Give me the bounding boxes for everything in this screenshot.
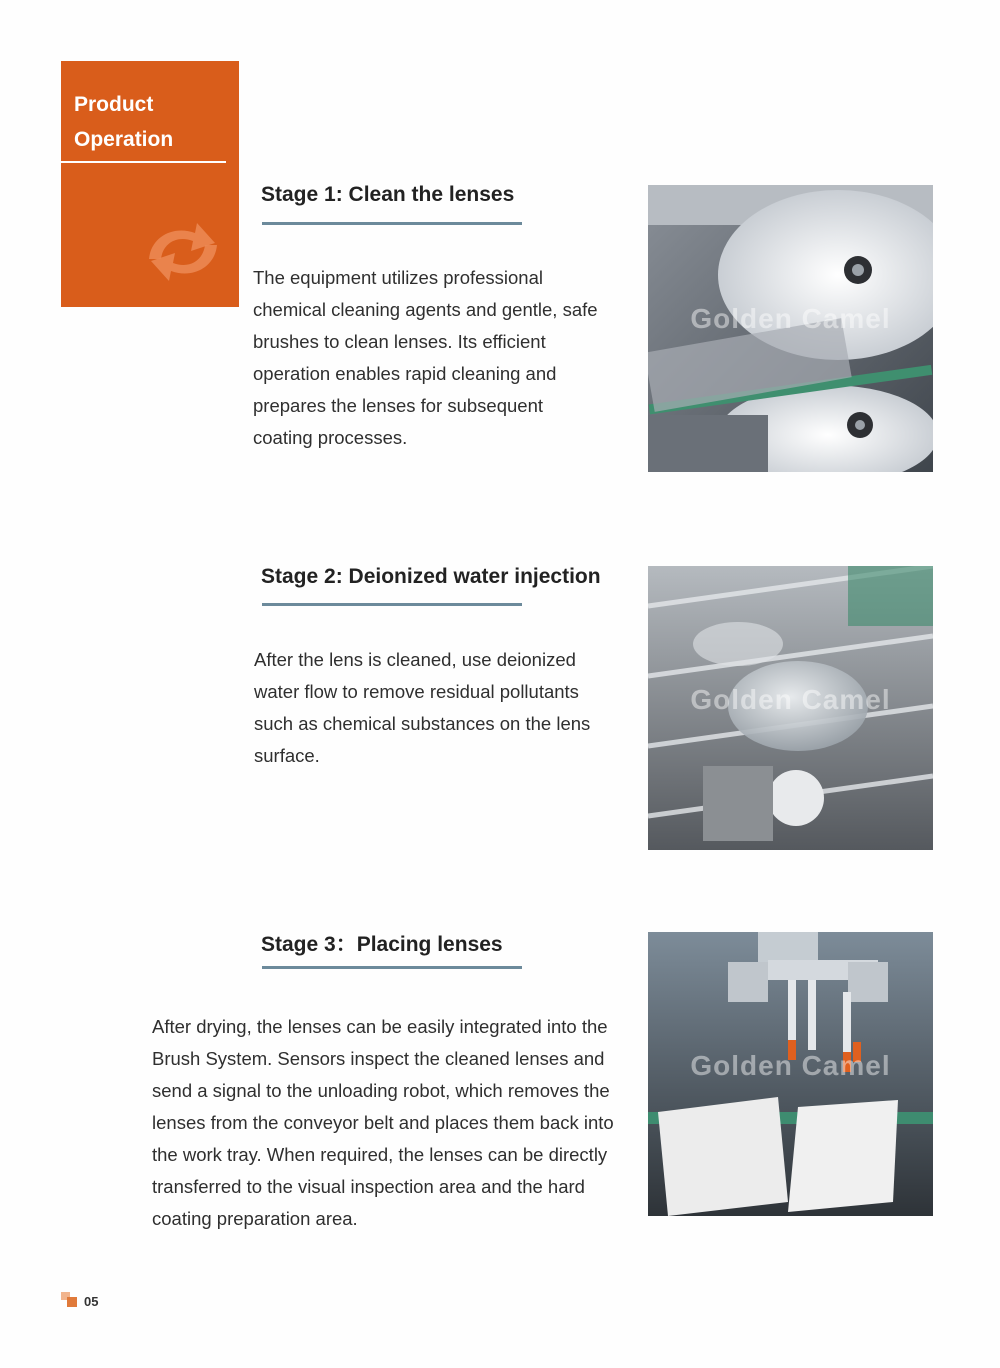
stage-3-underline [262,966,522,969]
section-title: Product Operation [74,93,174,151]
refresh-cycle-icon [143,219,223,288]
stage-1-title: Stage 1: Clean the lenses [261,183,515,206]
stage-2-title: Stage 2: Deionized water injection [261,565,601,588]
stage-3-description: After drying, the lenses can be easily integrated into the Brush System. Sensors inspect the cleaned lenses and send a signal to the unloading robot, which removes the lenses from the conveyor belt and places them back into the work tray. When required, the lenses can be directly transferred to the visual inspection area and the hard coating preparation area. [152,1016,614,1229]
section-title-divider [61,161,226,163]
section-tag [61,61,239,307]
stage-1-photo-watermark: Golden Camel [690,303,891,334]
stage-3-photo-watermark: Golden Camel [690,1050,891,1081]
stage-2-underline [262,603,522,606]
stage-2-description: After the lens is cleaned, use deionized water flow to remove residual pollutants such as chemical substances on the lens surface. [254,649,591,766]
stage-1-description: The equipment utilizes professional chemical cleaning agents and gentle, safe brushes to clean lenses. Its efficient operation enables rapid cleaning and prepares the lenses for subsequent coating processes. [253,267,598,448]
stage-1-photo [648,185,933,472]
stage-1-underline [262,222,522,225]
stage-2-photo-watermark: Golden Camel [690,684,891,715]
page-number: 05 [84,1294,99,1309]
page-marker-icon [61,1292,79,1308]
stage-3-photo [648,932,933,1216]
stage-2-photo [648,566,933,850]
stage-3-title: Stage 3：Placing lenses [261,933,503,956]
